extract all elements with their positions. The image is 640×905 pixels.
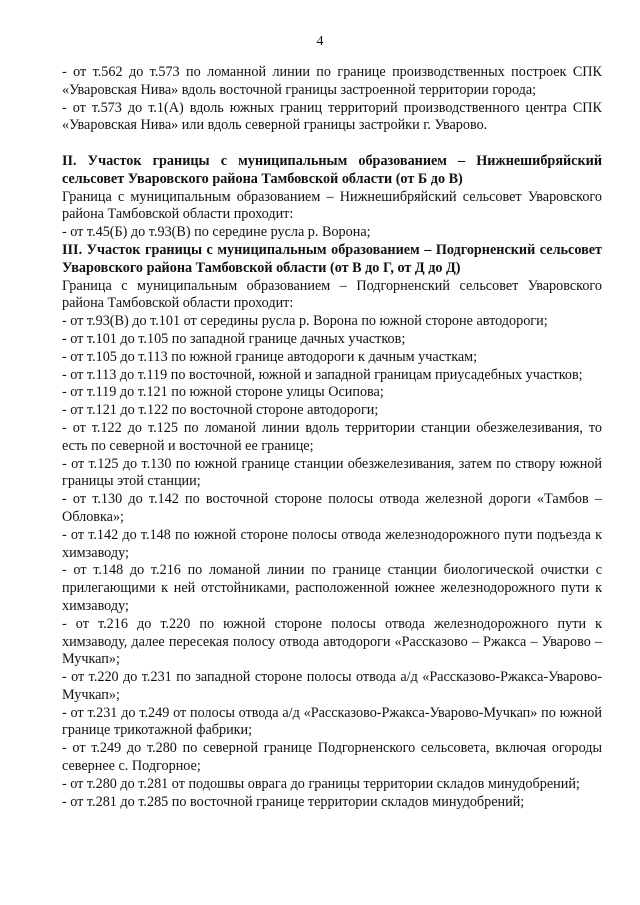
boundary-paragraph: - от т.101 до т.105 по западной границе дачных участков;	[62, 330, 406, 347]
boundary-paragraph: - от т.125 до т.130 по южной границе станции обезжелезивания, затем по створу южной границы этой станции;	[62, 455, 602, 490]
boundary-paragraph: - от т.562 до т.573 по ломанной линии по границе производственных построек СПК «Уваровская Нива» вдоль восточной границы застроенной территории города;	[62, 64, 602, 98]
document-body	[62, 64, 602, 811]
page-number: 4	[316, 34, 324, 49]
section-heading: III. Участок границы с муниципальным образованием – Подгорненский сельсовет Уваровского района Тамбовской области (от В до Г, от Д до Д)	[62, 241, 602, 276]
boundary-paragraph: - от т.249 до т.280 по северной границе Подгорненского сельсовета, включая огороды севернее с. Подгорное;	[62, 740, 602, 775]
boundary-paragraph: - от т.142 до т.148 по южной стороне полосы отвода железнодорожного пути подъезда к химзаводу;	[62, 526, 602, 561]
boundary-paragraph: - от т.122 до т.125 по ломаной линии вдоль территории станции обезжелезивания, то есть по северной и восточной ее границе;	[62, 419, 602, 454]
boundary-paragraph: - от т.573 до т.1(А) вдоль южных границ территорий производственного центра СПК «Уваровская Нива» или вдоль северной границы застройки г. Уварово.	[62, 99, 602, 134]
boundary-paragraph: - от т.121 до т.122 по восточной стороне автодороги;	[62, 402, 379, 419]
paragraph-spacer	[62, 135, 602, 153]
boundary-paragraph: - от т.231 до т.249 от полосы отвода а/д «Рассказово-Ржакса-Уварово-Мучкап» по южной границе трикотажной фабрики;	[62, 704, 602, 739]
boundary-paragraph: - от т.105 до т.113 по южной границе автодороги к дачным участкам;	[62, 348, 478, 365]
boundary-paragraph: - от т.220 до т.231 по западной стороне полосы отвода а/д «Рассказово-Ржакса-Уварово-Мучкап»;	[62, 669, 602, 703]
boundary-paragraph: - от т.216 до т.220 по южной стороне полосы отвода железнодорожного пути к химзаводу, далее пересекая полосу отвода автодороги «Рассказово – Ржакса – Уварово – Мучкап»;	[62, 615, 602, 668]
boundary-paragraph: Граница с муниципальным образованием – Подгорненский сельсовет Уваровского района Тамбовской области проходит:	[62, 277, 602, 312]
boundary-paragraph: - от т.93(В) до т.101 от середины русла р. Ворона по южной стороне автодороги;	[62, 313, 548, 330]
boundary-paragraph: - от т.148 до т.216 по ломаной линии по границе станции биологической очистки с прилегающими к ней отстойниками, расположенной южнее железнодорожного пути к химзаводу;	[62, 562, 602, 614]
boundary-paragraph: Граница с муниципальным образованием – Нижнешибряйский сельсовет Уваровского района Тамбовской области проходит:	[62, 188, 602, 223]
boundary-paragraph: - от т.281 до т.285 по восточной границе территории складов минудобрений;	[62, 793, 525, 810]
boundary-paragraph: - от т.45(Б) до т.93(В) по середине русла р. Ворона;	[62, 224, 371, 241]
section-heading: II. Участок границы с муниципальным образованием – Нижнешибряйский сельсовет Уваровского района Тамбовской области (от Б до В)	[62, 152, 602, 187]
boundary-paragraph: - от т.119 до т.121 по южной стороне улицы Осипова;	[62, 384, 384, 401]
boundary-paragraph: - от т.130 до т.142 по восточной стороне полосы отвода железной дороги «Тамбов – Обловка»;	[62, 491, 602, 525]
boundary-paragraph: - от т.113 до т.119 по восточной, южной и западной границам приусадебных участков;	[62, 366, 583, 383]
boundary-paragraph: - от т.280 до т.281 от подошвы оврага до границы территории складов минудобрений;	[62, 775, 580, 792]
